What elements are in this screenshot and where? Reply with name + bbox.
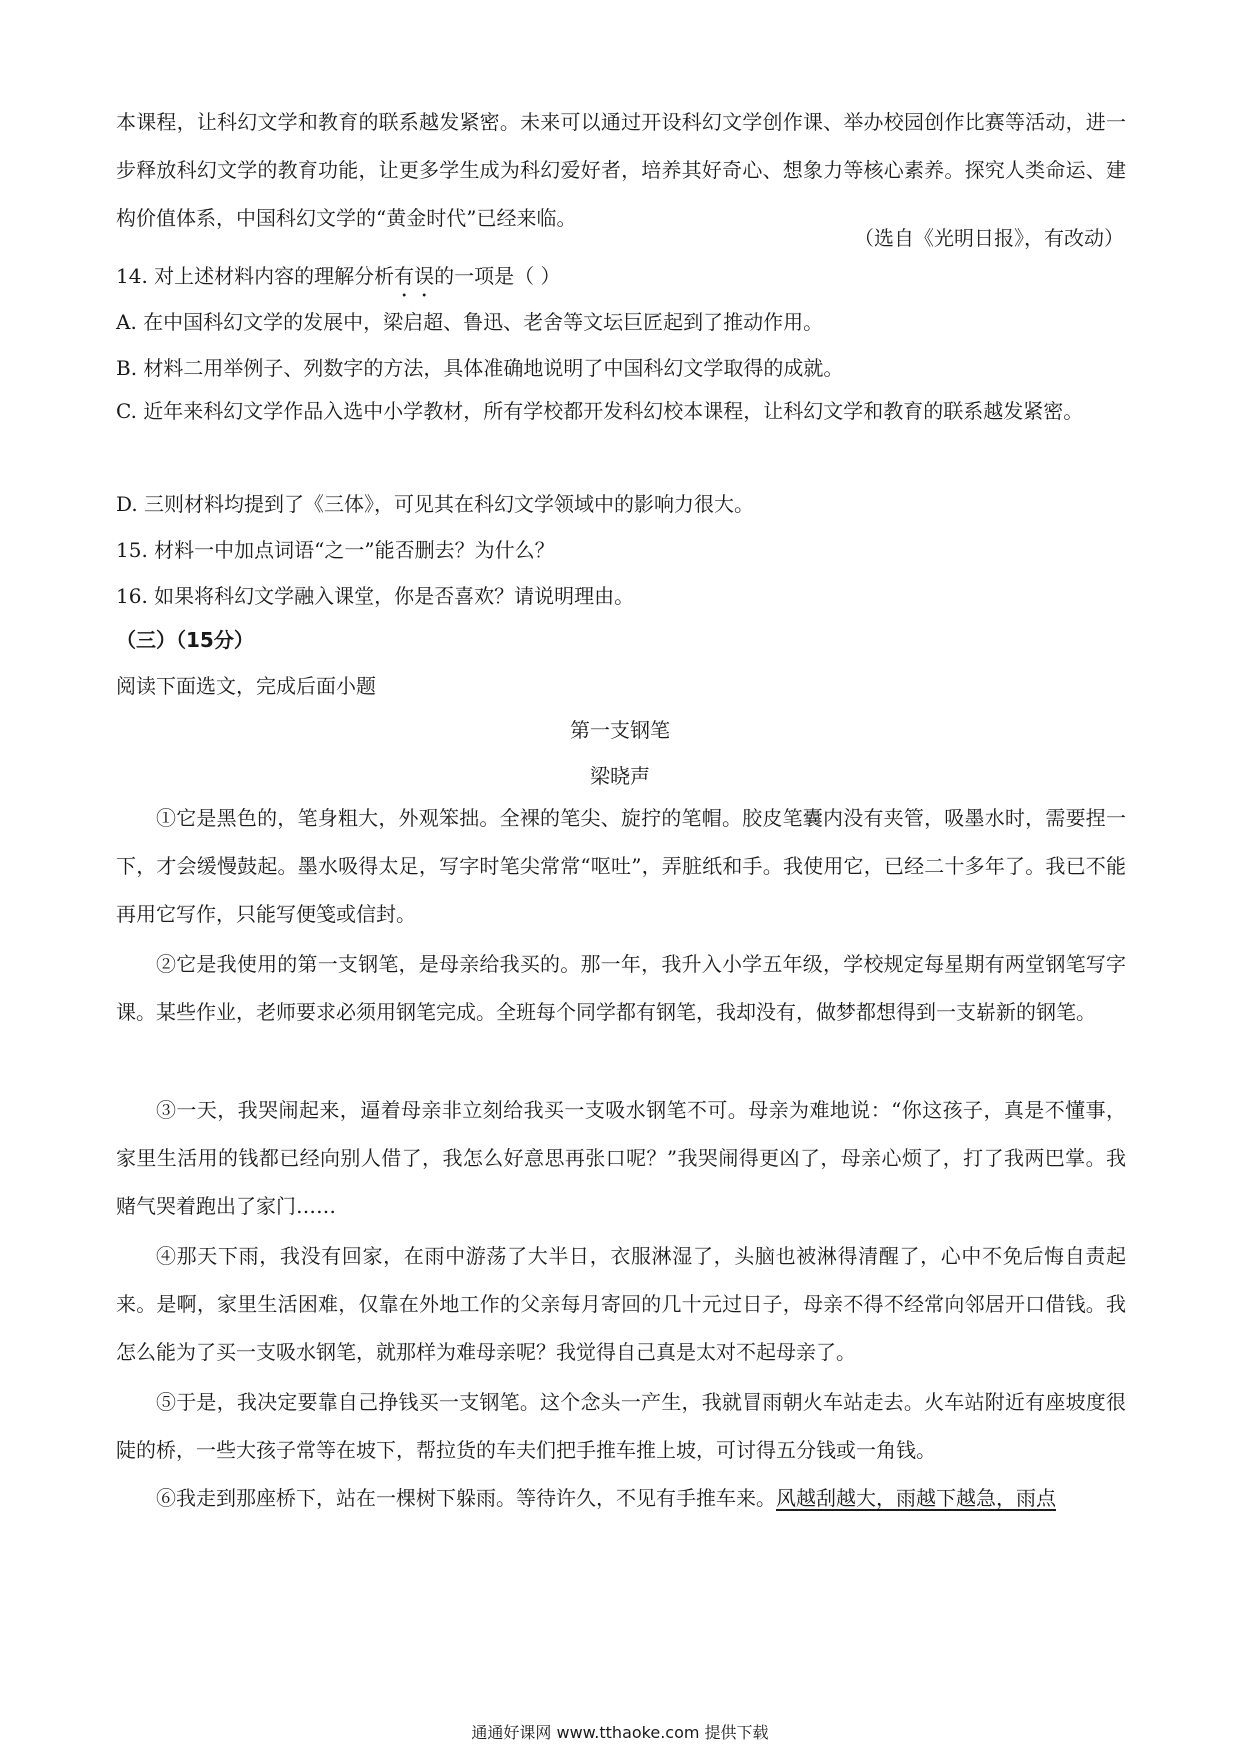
question-14-option-a: A. 在中国科幻文学的发展中，梁启超、鲁迅、老舍等文坛巨匠起到了推动作用。	[116, 310, 824, 334]
story-paragraph-1: ①它是黑色的，笔身粗大，外观笨拙。全裸的笔尖、旋拧的笔帽。胶皮笔囊内没有夹管，吸墨水时，需要捏一下，才会缓慢鼓起。墨水吸得太足，写字时笔尖常常“呕吐”，弄脏纸和手。我使用它，已经二十多年了。我已不能再用它写作，只能写便笺或信封。	[116, 806, 1126, 926]
q14-dotted-char-2: 误	[414, 264, 435, 288]
question-14-stem	[116, 260, 561, 289]
q14-stem-tail: 的一项是（ ）	[434, 264, 561, 288]
reading-instruction: 阅读下面选文，完成后面小题	[116, 674, 376, 698]
question-14-option-d: D. 三则材料均提到了《三体》，可见其在科幻文学领域中的影响力很大。	[116, 492, 755, 516]
question-16: 16. 如果将科幻文学融入课堂，你是否喜欢？请说明理由。	[116, 584, 635, 608]
story-paragraph-4: ④那天下雨，我没有回家，在雨中游荡了大半日，衣服淋湿了，头脑也被淋得清醒了，心中不免后悔自责起来。是啊，家里生活困难，仅靠在外地工作的父亲每月寄回的几十元过日子，母亲不得不经常向邻居开口借钱。我怎么能为了买一支吸水钢笔，就那样为难母亲呢？我觉得自己真是太对不起母亲了。	[116, 1244, 1126, 1364]
question-14-option-b: B. 材料二用举例子、列数字的方法，具体准确地说明了中国科幻文学取得的成就。	[116, 356, 844, 380]
material-tail-paragraph: 本课程，让科幻文学和教育的联系越发紧密。未来可以通过开设科幻文学创作课、举办校园创作比赛等活动，进一步释放科幻文学的教育功能，让更多学生成为科幻爱好者，培养其好奇心、想象力等核心素养。探究人类命运、建构价值体系，中国科幻文学的“黄金时代”已经来临。	[116, 110, 1126, 230]
underlined-sentence: 风越刮越大，雨越下越急，雨点	[776, 1486, 1056, 1510]
question-14-option-c: C. 近年来科幻文学作品入选中小学教材，所有学校都开发科幻校本课程，让科幻文学和教育的联系越发紧密。	[116, 399, 1084, 423]
story-author: 梁晓声	[590, 764, 650, 788]
q14-dotted-char-1: 有	[394, 264, 415, 288]
story-paragraph-2: ②它是我使用的第一支钢笔，是母亲给我买的。那一年，我升入小学五年级，学校规定每星期有两堂钢笔写字课。某些作业，老师要求必须用钢笔完成。全班每个同学都有钢笔，我却没有，做梦都想得到一支崭新的钢笔。	[116, 952, 1126, 1024]
story-paragraph-3: ③一天，我哭闹起来，逼着母亲非立刻给我买一支吸水钢笔不可。母亲为难地说：“你这孩子，真是不懂事，家里生活用的钱都已经向别人借了，我怎么好意思再张口呢？”我哭闹得更凶了，母亲心烦了，打了我两巴掌。我赌气哭着跑出了家门……	[116, 1098, 1126, 1218]
q14-stem-text: 14. 对上述材料内容的理解分析	[116, 264, 395, 288]
story-paragraph-6-text: ⑥我走到那座桥下，站在一棵树下躲雨。等待许久，不见有手推车来。	[156, 1486, 776, 1510]
section-3-heading: （三）（15分）	[116, 628, 254, 652]
story-paragraph-6	[116, 1474, 1126, 1522]
page-footer: 通通好课网 www.tthaoke.com 提供下载	[471, 1723, 769, 1742]
story-title: 第一支钢笔	[570, 718, 670, 742]
story-paragraph-5: ⑤于是，我决定要靠自己挣钱买一支钢笔。这个念头一产生，我就冒雨朝火车站走去。火车站附近有座坡度很陡的桥，一些大孩子常等在坡下，帮拉货的车夫们把手推车推上坡，可讨得五分钱或一角钱。	[116, 1390, 1126, 1462]
source-citation: （选自《光明日报》，有改动）	[854, 226, 1124, 250]
question-15: 15. 材料一中加点词语“之一”能否删去？为什么？	[116, 538, 555, 562]
